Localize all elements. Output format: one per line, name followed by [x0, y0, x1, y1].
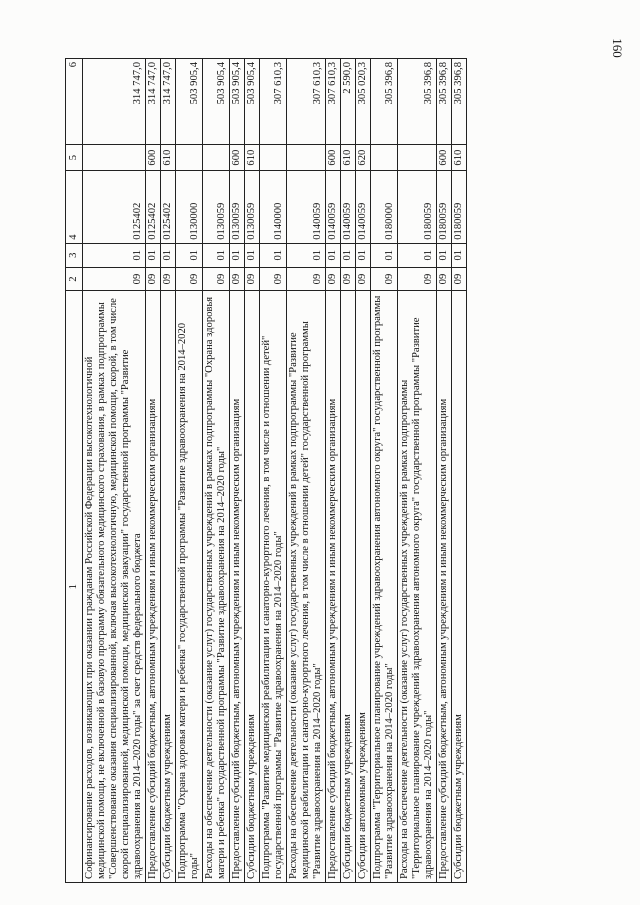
row-code-b-cell: 01 [287, 243, 326, 267]
row-code-b-cell: 01 [230, 243, 245, 267]
row-code-a-cell: 09 [341, 267, 356, 291]
row-expense-type-cell [287, 145, 326, 171]
row-name-cell: Расходы на обеспечение деятельности (оказание услуг) государственных учреждений в рамках подпрограммы "Охрана здоровья матери и ребенка" государственной программы "Развитие здравоохранения на 2014–2020 годы" [203, 291, 230, 883]
row-code-a-cell: 09 [287, 267, 326, 291]
row-code-a-cell: 09 [230, 267, 245, 291]
row-expense-type-cell: 600 [146, 145, 161, 171]
row-code-a-cell: 09 [326, 267, 341, 291]
column-header-4: 4 [66, 171, 83, 244]
row-expense-type-cell: 600 [230, 145, 245, 171]
row-code-a-cell: 09 [371, 267, 398, 291]
row-code-a-cell: 09 [146, 267, 161, 291]
row-code-a-cell: 09 [356, 267, 371, 291]
rotated-table-container [65, 58, 595, 883]
row-code-b-cell: 01 [371, 243, 398, 267]
row-amount-cell: 307 610,3 [260, 59, 287, 145]
row-code-a-cell: 09 [203, 267, 230, 291]
row-expense-type-cell: 610 [245, 145, 260, 171]
row-target-code-cell: 0130000 [176, 171, 203, 244]
row-code-a-cell: 09 [161, 267, 176, 291]
column-header-1: 1 [66, 291, 83, 883]
column-header-6: 6 [66, 59, 83, 145]
row-name-cell: Подпрограмма "Территориальное планирование учреждений здравоохранения автономного округа" государственной программы "Развитие здравоохранения на 2014–2020 годы" [371, 291, 398, 883]
row-code-b-cell: 01 [161, 243, 176, 267]
row-expense-type-cell [260, 145, 287, 171]
row-expense-type-cell: 610 [161, 145, 176, 171]
row-code-b-cell: 01 [245, 243, 260, 267]
row-code-b-cell: 01 [146, 243, 161, 267]
row-name-cell: Предоставление субсидий бюджетным, автономным учреждениям и иным некоммерческим организациям [230, 291, 245, 883]
table-body [83, 59, 467, 883]
row-amount-cell: 305 020,3 [356, 59, 371, 145]
table-row [83, 59, 146, 883]
row-amount-cell: 503 905,4 [203, 59, 230, 145]
row-amount-cell: 503 905,4 [245, 59, 260, 145]
row-name-cell: Субсидии бюджетным учреждениям [452, 291, 467, 883]
row-target-code-cell: 0125402 [161, 171, 176, 244]
row-target-code-cell: 0125402 [83, 171, 146, 244]
row-name-cell: Предоставление субсидий бюджетным, автономным учреждениям и иным некоммерческим организациям [146, 291, 161, 883]
table-row [146, 59, 161, 883]
row-target-code-cell: 0180000 [371, 171, 398, 244]
row-name-cell: Предоставление субсидий бюджетным, автономным учреждениям и иным некоммерческим организациям [326, 291, 341, 883]
row-code-b-cell: 01 [437, 243, 452, 267]
row-amount-cell: 305 396,8 [437, 59, 452, 145]
row-target-code-cell: 0130059 [245, 171, 260, 244]
row-code-b-cell: 01 [452, 243, 467, 267]
table-row [287, 59, 326, 883]
row-target-code-cell: 0180059 [398, 171, 437, 244]
table-row [260, 59, 287, 883]
row-target-code-cell: 0140059 [341, 171, 356, 244]
row-expense-type-cell: 600 [326, 145, 341, 171]
row-code-b-cell: 01 [260, 243, 287, 267]
budget-table [65, 58, 467, 883]
row-name-cell: Предоставление субсидий бюджетным, автономным учреждениям и иным некоммерческим организациям [437, 291, 452, 883]
table-row [452, 59, 467, 883]
table-row [161, 59, 176, 883]
row-amount-cell: 503 905,4 [230, 59, 245, 145]
row-target-code-cell: 0130059 [230, 171, 245, 244]
row-name-cell: Субсидии бюджетным учреждениям [341, 291, 356, 883]
table-row [356, 59, 371, 883]
row-target-code-cell: 0125402 [146, 171, 161, 244]
row-name-cell: Субсидии бюджетным учреждениям [161, 291, 176, 883]
row-amount-cell: 314 747,0 [146, 59, 161, 145]
row-target-code-cell: 0140059 [356, 171, 371, 244]
row-amount-cell: 305 396,8 [452, 59, 467, 145]
table-row [230, 59, 245, 883]
column-header-3: 3 [66, 243, 83, 267]
row-target-code-cell: 0130059 [203, 171, 230, 244]
row-code-a-cell: 09 [398, 267, 437, 291]
row-code-b-cell: 01 [83, 243, 146, 267]
row-expense-type-cell: 620 [356, 145, 371, 171]
row-code-b-cell: 01 [398, 243, 437, 267]
row-code-a-cell: 09 [437, 267, 452, 291]
row-name-cell: Субсидии бюджетным учреждениям [245, 291, 260, 883]
row-amount-cell: 2 590,0 [341, 59, 356, 145]
row-amount-cell: 305 396,8 [371, 59, 398, 145]
row-code-a-cell: 09 [176, 267, 203, 291]
row-code-a-cell: 09 [452, 267, 467, 291]
table-row [341, 59, 356, 883]
column-header-2: 2 [66, 267, 83, 291]
row-expense-type-cell [83, 145, 146, 171]
row-amount-cell: 314 747,0 [161, 59, 176, 145]
row-code-b-cell: 01 [341, 243, 356, 267]
row-expense-type-cell [203, 145, 230, 171]
table-row [371, 59, 398, 883]
row-target-code-cell: 0180059 [437, 171, 452, 244]
table-row [437, 59, 452, 883]
row-expense-type-cell [398, 145, 437, 171]
row-amount-cell: 307 610,3 [287, 59, 326, 145]
column-header-5: 5 [66, 145, 83, 171]
row-amount-cell: 503 905,4 [176, 59, 203, 145]
row-name-cell: Расходы на обеспечение деятельности (оказание услуг) государственных учреждений в рамках подпрограммы "Территориальное планирование учреждений здравоохранения автономного округа" государственной программы "Развитие здравоохранения на 2014–2020 годы" [398, 291, 437, 883]
row-code-a-cell: 09 [260, 267, 287, 291]
table-row [176, 59, 203, 883]
row-code-b-cell: 01 [326, 243, 341, 267]
table-row [203, 59, 230, 883]
row-name-cell: Подпрограмма "Охрана здоровья матери и ребенка" государственной программы "Развитие здравоохранения на 2014–2020 годы" [176, 291, 203, 883]
table-row [326, 59, 341, 883]
row-expense-type-cell: 610 [341, 145, 356, 171]
row-code-b-cell: 01 [176, 243, 203, 267]
row-expense-type-cell [176, 145, 203, 171]
row-code-b-cell: 01 [203, 243, 230, 267]
row-name-cell: Софинансирование расходов, возникающих при оказании гражданам Российской Федерации высокотехнологичной медицинской помощи, не включенной в базовую программу обязательного медицинского страхования, в рамках подпрограммы "Совершенствование оказания специализированной, включая высокотехнологичную, медицинской помощи, скорой, в том числе скорой специализированной, медицинской помощи, медицинской эвакуации" государственной программы "Развитие здравоохранения на 2014–2020 годы" за счет средств федерального бюджета [83, 291, 146, 883]
row-expense-type-cell: 600 [437, 145, 452, 171]
row-target-code-cell: 0140000 [260, 171, 287, 244]
table-header-row [66, 59, 83, 883]
row-name-cell: Подпрограмма "Развитие медицинской реабилитации и санаторно-курортного лечения, в том числе и отношении детей" государственной программы "Развитие здравоохранения на 2014–2020 годы" [260, 291, 287, 883]
row-amount-cell: 307 610,3 [326, 59, 341, 145]
row-code-b-cell: 01 [356, 243, 371, 267]
row-target-code-cell: 0140059 [287, 171, 326, 244]
page-number: 160 [609, 38, 625, 58]
row-name-cell: Субсидии автономным учреждениям [356, 291, 371, 883]
row-expense-type-cell [371, 145, 398, 171]
row-amount-cell: 305 396,8 [398, 59, 437, 145]
row-name-cell: Расходы на обеспечение деятельности (оказание услуг) государственных учреждений в рамках подпрограммы "Развитие медицинской реабилитации и санаторно-курортного лечения, в том числе в отношении детей" государственной программы "Развитие здравоохранения на 2014–2020 годы" [287, 291, 326, 883]
row-code-a-cell: 09 [83, 267, 146, 291]
table-row [398, 59, 437, 883]
row-code-a-cell: 09 [245, 267, 260, 291]
row-target-code-cell: 0180059 [452, 171, 467, 244]
row-amount-cell: 314 747,0 [83, 59, 146, 145]
table-row [245, 59, 260, 883]
row-target-code-cell: 0140059 [326, 171, 341, 244]
row-expense-type-cell: 610 [452, 145, 467, 171]
